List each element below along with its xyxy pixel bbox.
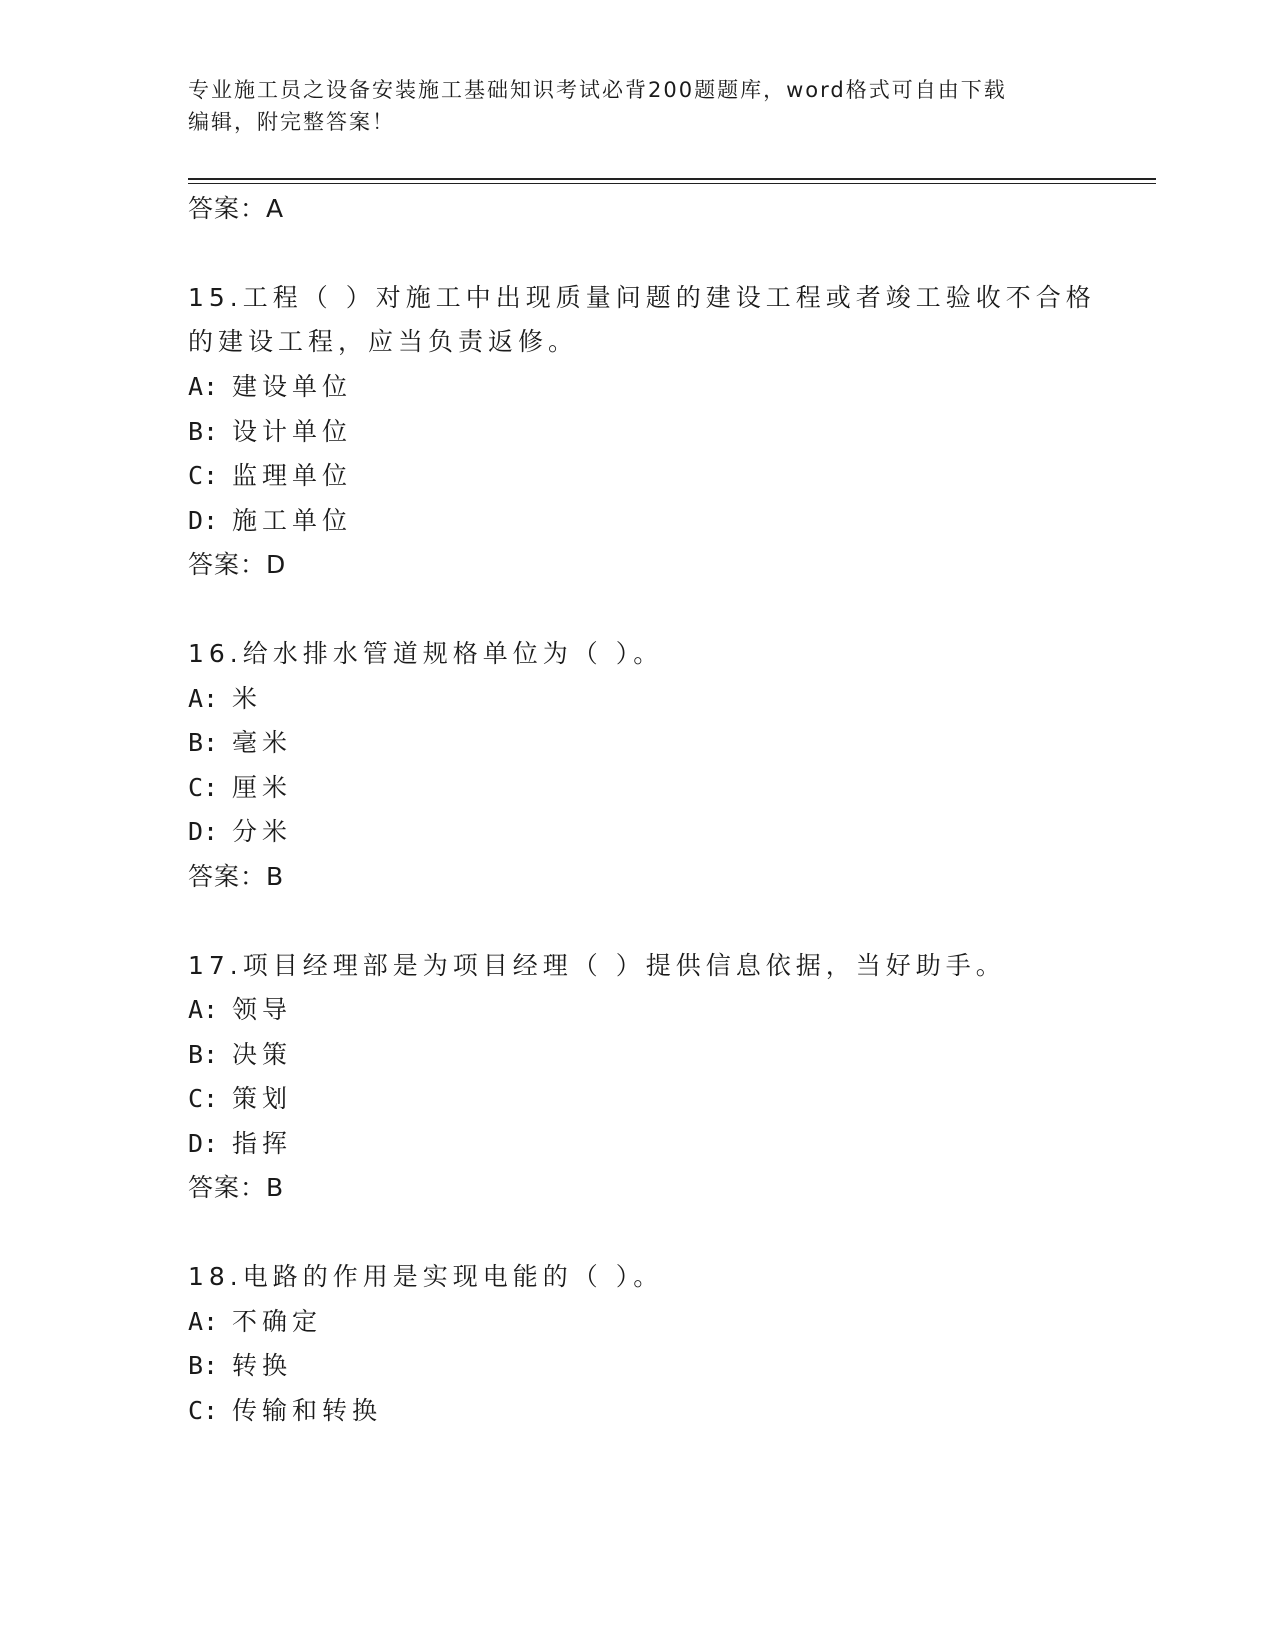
option-text: 监理单位 <box>232 461 353 490</box>
header-line-1: 专业施工员之设备安装施工基础知识考试必背200题题库，word格式可自由下载 <box>188 78 1007 102</box>
option-line <box>188 1350 292 1382</box>
option-key: A: <box>188 684 219 713</box>
answer-line: 答案：B <box>188 1173 285 1202</box>
option-key: C: <box>188 1396 219 1425</box>
option-line <box>188 416 352 448</box>
option-key: D: <box>188 1129 219 1158</box>
answer-line: 答案：B <box>188 862 285 891</box>
option-line <box>188 1083 292 1115</box>
option-text: 指挥 <box>232 1129 293 1158</box>
option-text: 策划 <box>232 1084 293 1113</box>
option-key: B: <box>188 1351 219 1380</box>
option-key: C: <box>188 1084 219 1113</box>
option-key: A: <box>188 372 219 401</box>
answer-line: 答案：A <box>188 194 285 223</box>
option-key: A: <box>188 995 219 1024</box>
option-key: B: <box>188 1040 219 1069</box>
option-line <box>188 683 262 715</box>
option-line <box>188 772 292 804</box>
option-line <box>188 816 292 848</box>
option-key: C: <box>188 773 219 802</box>
option-text: 传输和转换 <box>232 1396 383 1425</box>
option-key: B: <box>188 728 219 757</box>
option-text: 米 <box>232 684 263 713</box>
header-divider-thick <box>188 178 1156 180</box>
option-text: 分米 <box>232 817 293 846</box>
option-line <box>188 994 292 1026</box>
question-stem-continued: 的建设工程，应当负责返修。 <box>188 327 579 356</box>
option-text: 毫米 <box>232 728 293 757</box>
option-text: 建设单位 <box>232 372 353 401</box>
option-text: 厘米 <box>232 773 293 802</box>
option-text: 领导 <box>232 995 293 1024</box>
answer-line: 答案：D <box>188 550 287 579</box>
option-key: C: <box>188 461 219 490</box>
option-text: 决策 <box>232 1040 293 1069</box>
option-text: 不确定 <box>232 1307 323 1336</box>
option-key: A: <box>188 1307 219 1336</box>
option-line <box>188 371 352 403</box>
question-stem: 16.给水排水管道规格单位为（ ）。 <box>188 639 664 668</box>
option-text: 转换 <box>232 1351 293 1380</box>
document-header <box>188 74 1068 138</box>
option-line <box>188 460 352 492</box>
option-key: B: <box>188 417 219 446</box>
option-line <box>188 1039 292 1071</box>
option-text: 设计单位 <box>232 417 353 446</box>
option-text: 施工单位 <box>232 506 353 535</box>
option-key: D: <box>188 817 219 846</box>
header-divider-thin <box>188 183 1156 184</box>
option-line <box>188 1395 382 1427</box>
question-stem: 15.工程（ ）对施工中出现质量问题的建设工程或者竣工验收不合格 <box>188 283 1096 312</box>
option-line <box>188 1306 322 1338</box>
option-line <box>188 1128 292 1160</box>
option-line <box>188 727 292 759</box>
question-stem: 17.项目经理部是为项目经理（ ）提供信息依据，当好助手。 <box>188 951 1006 980</box>
option-key: D: <box>188 506 219 535</box>
option-line <box>188 505 352 537</box>
question-stem: 18.电路的作用是实现电能的（ ）。 <box>188 1262 664 1291</box>
header-line-2: 编辑，附完整答案！ <box>188 110 395 134</box>
